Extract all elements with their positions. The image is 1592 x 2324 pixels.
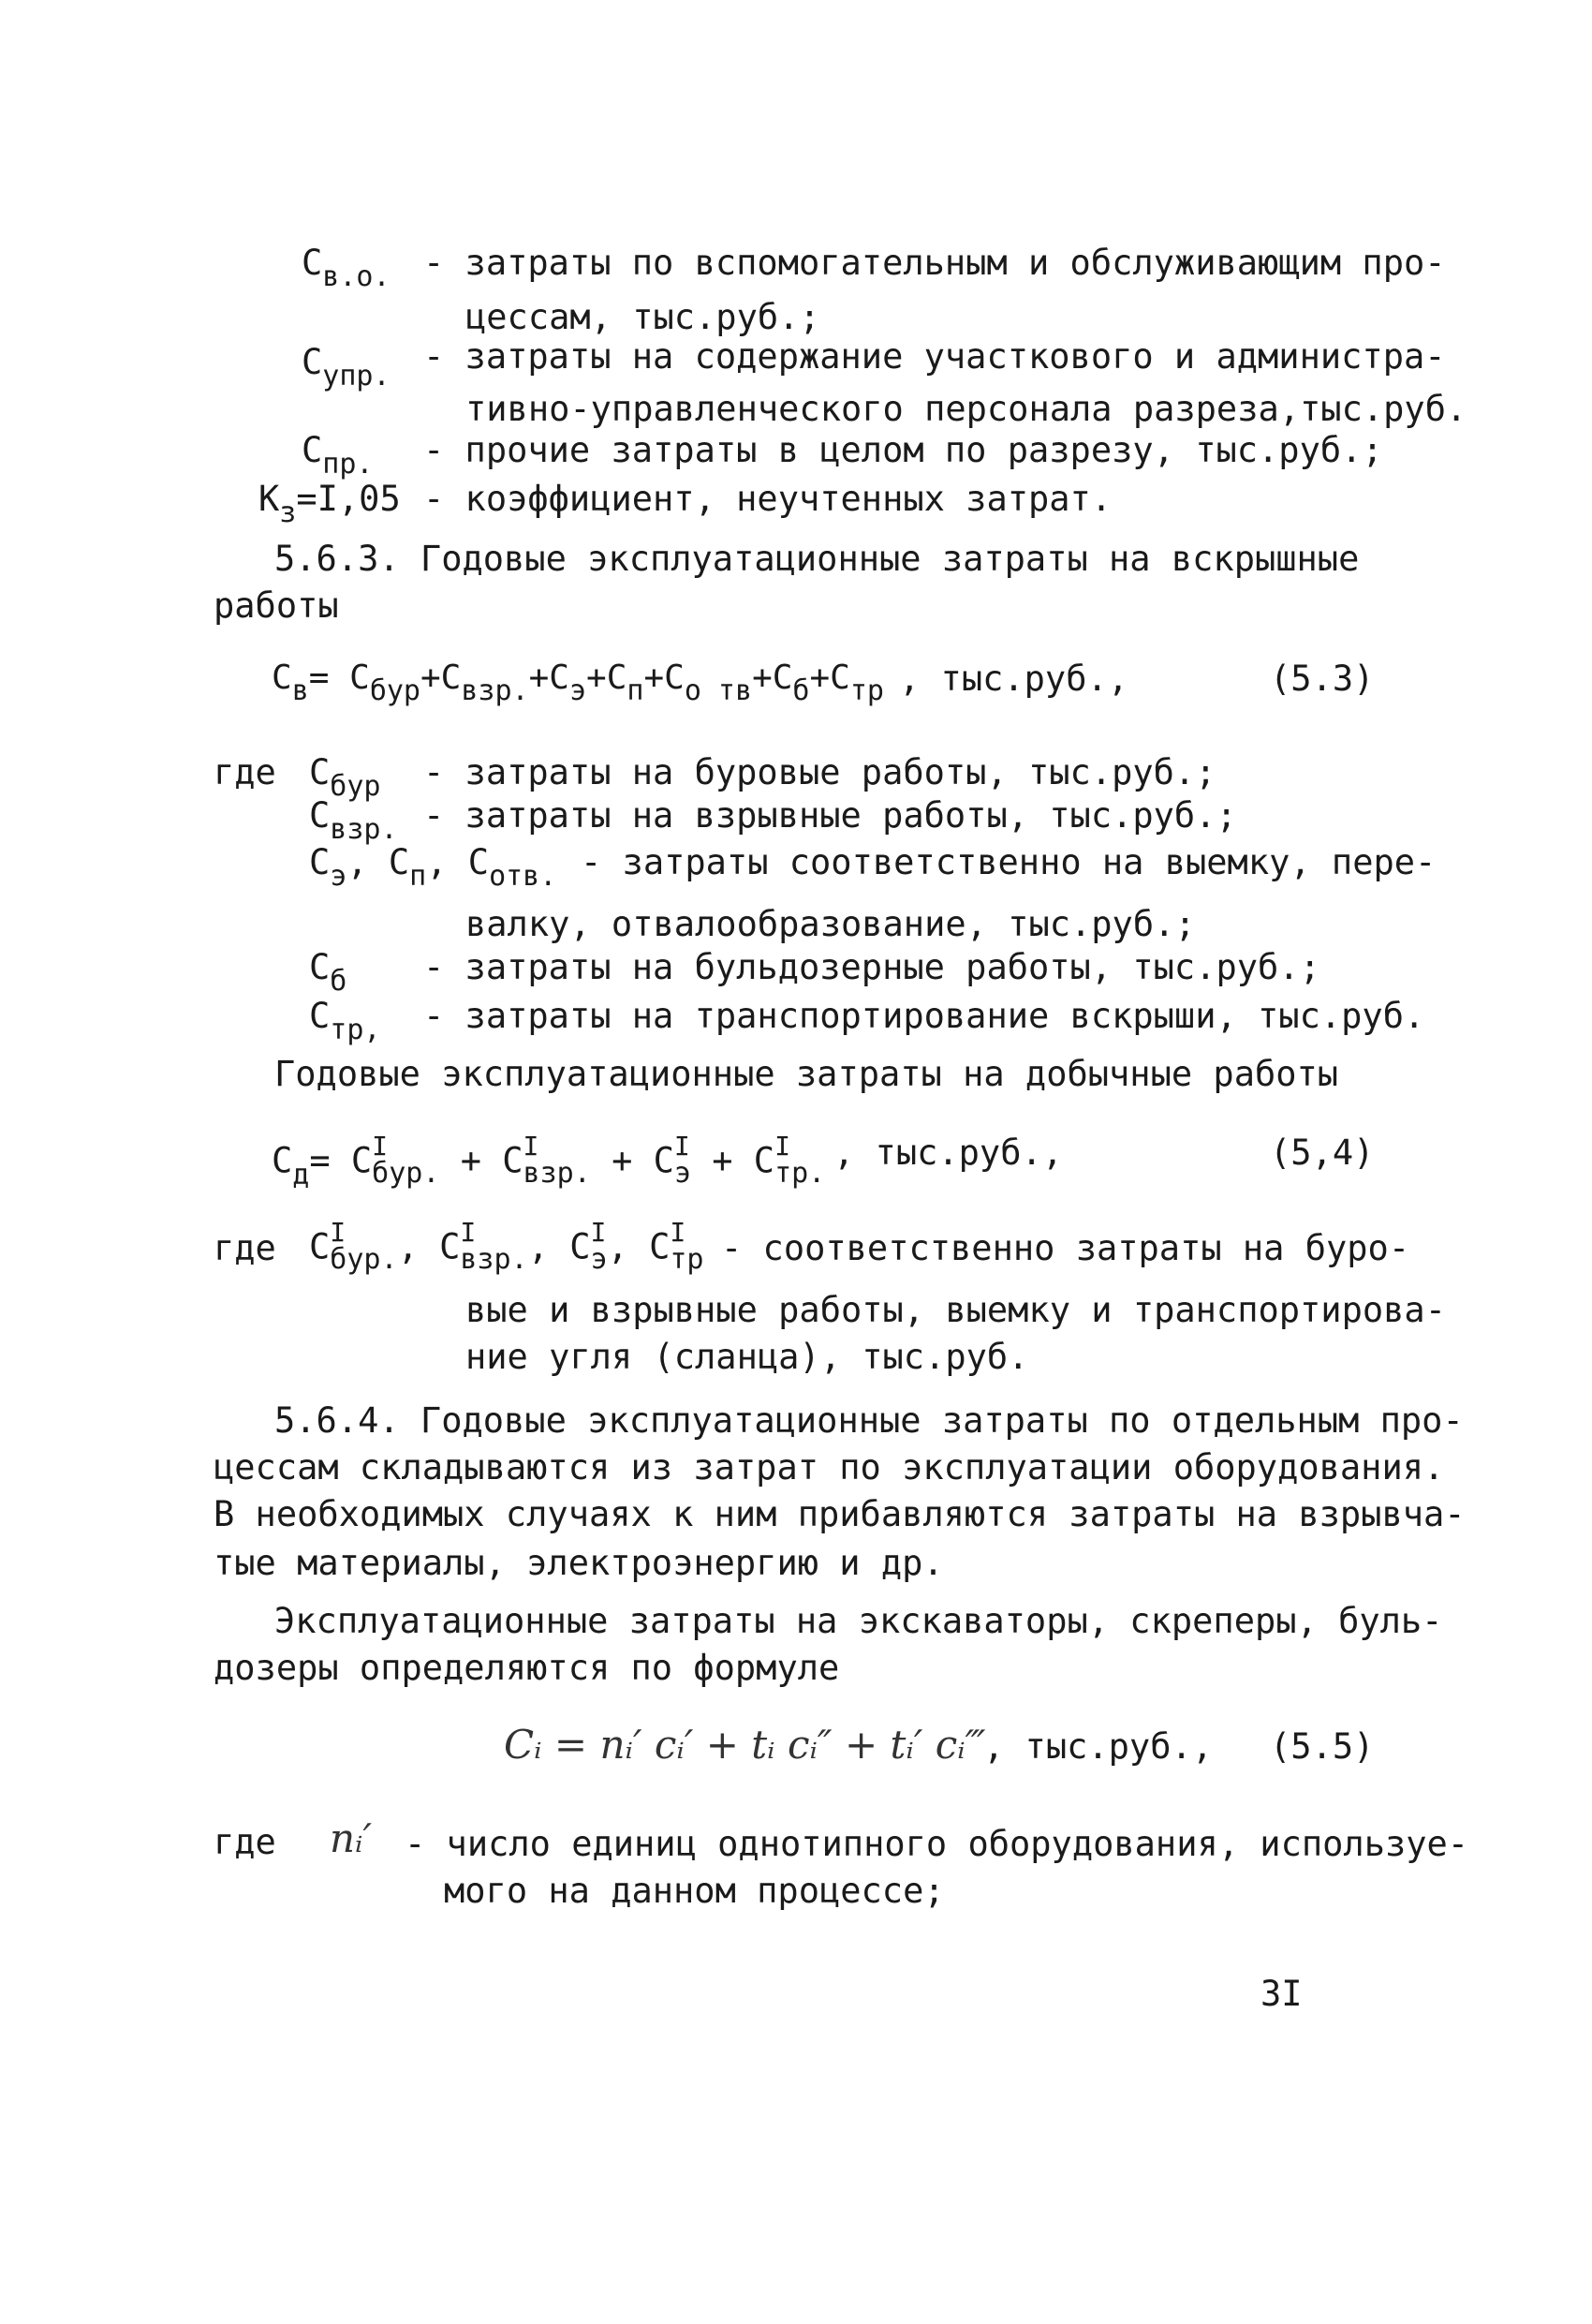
- page-number: 3I: [1260, 1974, 1303, 2014]
- def-ce-text: - затраты соответственно на выемку, пере-: [581, 842, 1437, 882]
- section-5-6-3-line2: работы: [214, 585, 339, 626]
- where-label-5-5: где: [214, 1822, 276, 1862]
- def-cvo-cont: цессам, тыс.руб.;: [465, 297, 820, 337]
- def-cbur-text: - затраты на буровые работы, тыс.руб.;: [423, 752, 1216, 792]
- equation-5-4-number: (5,4): [1270, 1132, 1375, 1173]
- where-label-5-3: где: [214, 752, 276, 792]
- expl-line1: Эксплуатационные затраты на экскаваторы, скреперы, буль-: [274, 1601, 1443, 1641]
- def-kz: $К_з=I,05$: [258, 479, 401, 529]
- where-label-5-4: где: [214, 1228, 276, 1268]
- equation-5-3-number: (5.3): [1270, 659, 1375, 699]
- def-ce-cont: валку, отвалообразование, тыс.руб.;: [465, 904, 1196, 944]
- def-cvzr: $С_{взр.}$: [309, 795, 398, 846]
- section-5-6-4-line3: В необходимых случаях к ним прибавляются затраты на взрывча-: [214, 1494, 1466, 1534]
- def-dob-text: - соответственно затраты на буро-: [721, 1228, 1410, 1268]
- def-cvo: $С_{в.о.}$: [302, 243, 391, 293]
- equation-5-3-unit: , тыс.руб.,: [899, 659, 1129, 699]
- equation-5-4: $С_д= С$ I бур. + С I взр. + С I э + С I тр.: [272, 1131, 826, 1192]
- def-cupr: $С_{упр.}$: [302, 342, 391, 392]
- def-cbur: $С_{бур}$: [309, 752, 381, 803]
- def-ctr: $С_{тр,}$: [309, 996, 381, 1046]
- def-n-text: - число единиц однотипного оборудования, используе-: [405, 1824, 1469, 1864]
- section-5-6-3-line1: 5.6.3. Годовые эксплуатационные затраты на вскрышные: [274, 539, 1360, 579]
- def-n-cont: мого на данном процессе;: [444, 1871, 945, 1911]
- def-n-symbol: nᵢ′: [330, 1815, 373, 1861]
- def-cupr-text: - затраты на содержание участкового и администра-: [423, 336, 1446, 377]
- def-cpr: $С_{пр.}$: [302, 430, 374, 481]
- def-ctr-text: - затраты на транспортирование вскрыши, тыс.руб.: [423, 996, 1425, 1036]
- def-dob-symbols: С I бур. , С I взр. , С I э , С I тр: [309, 1217, 704, 1276]
- def-kz-text: - коэффициент, неучтенных затрат.: [423, 479, 1113, 519]
- def-cupr-cont: тивно-управленческого персонала разреза,тыс.руб.: [465, 389, 1467, 429]
- section-5-6-4-line4: тые материалы, электроэнергию и др.: [214, 1543, 944, 1583]
- def-cvo-text: - затраты по вспомогательным и обслуживающим про-: [423, 243, 1446, 283]
- section-5-6-4-line2: цессам складываются из затрат по эксплуатации оборудования.: [214, 1447, 1445, 1488]
- def-dob-cont1: вые и взрывные работы, выемку и транспортирова-: [465, 1290, 1446, 1330]
- def-cpr-text: - прочие затраты в целом по разрезу, тыс.руб.;: [423, 430, 1383, 470]
- def-ce-cp-cotv: $С_э$, $С_п$, $С_{отв.}$: [309, 842, 557, 893]
- equation-5-5-number: (5.5): [1270, 1726, 1375, 1767]
- def-cb-text: - затраты на бульдозерные работы, тыс.руб.;: [423, 947, 1320, 987]
- equation-5-3: $С_в= С_{бур}+С_{взр.}+С_э+С_п+С_{о тв}+С_б+С_{тр}$: [272, 659, 884, 707]
- section-5-6-4-line1: 5.6.4. Годовые эксплуатационные затраты по отдельным про-: [274, 1400, 1464, 1441]
- equation-5-5-unit: , тыс.руб.,: [983, 1726, 1214, 1767]
- def-dob-cont2: ние угля (сланца), тыс.руб.: [465, 1337, 1029, 1377]
- expl-line2: дозеры определяются по формуле: [214, 1648, 840, 1688]
- equation-5-5: Cᵢ = nᵢ′ cᵢ′ + tᵢ cᵢ″ + tᵢ′ cᵢ‴: [504, 1722, 986, 1768]
- def-cb: $С_б$: [309, 947, 347, 998]
- def-cvzr-text: - затраты на взрывные работы, тыс.руб.;: [423, 795, 1237, 836]
- dobychnye-heading: Годовые эксплуатационные затраты на добычные работы: [274, 1054, 1339, 1094]
- equation-5-4-unit: , тыс.руб.,: [833, 1132, 1064, 1173]
